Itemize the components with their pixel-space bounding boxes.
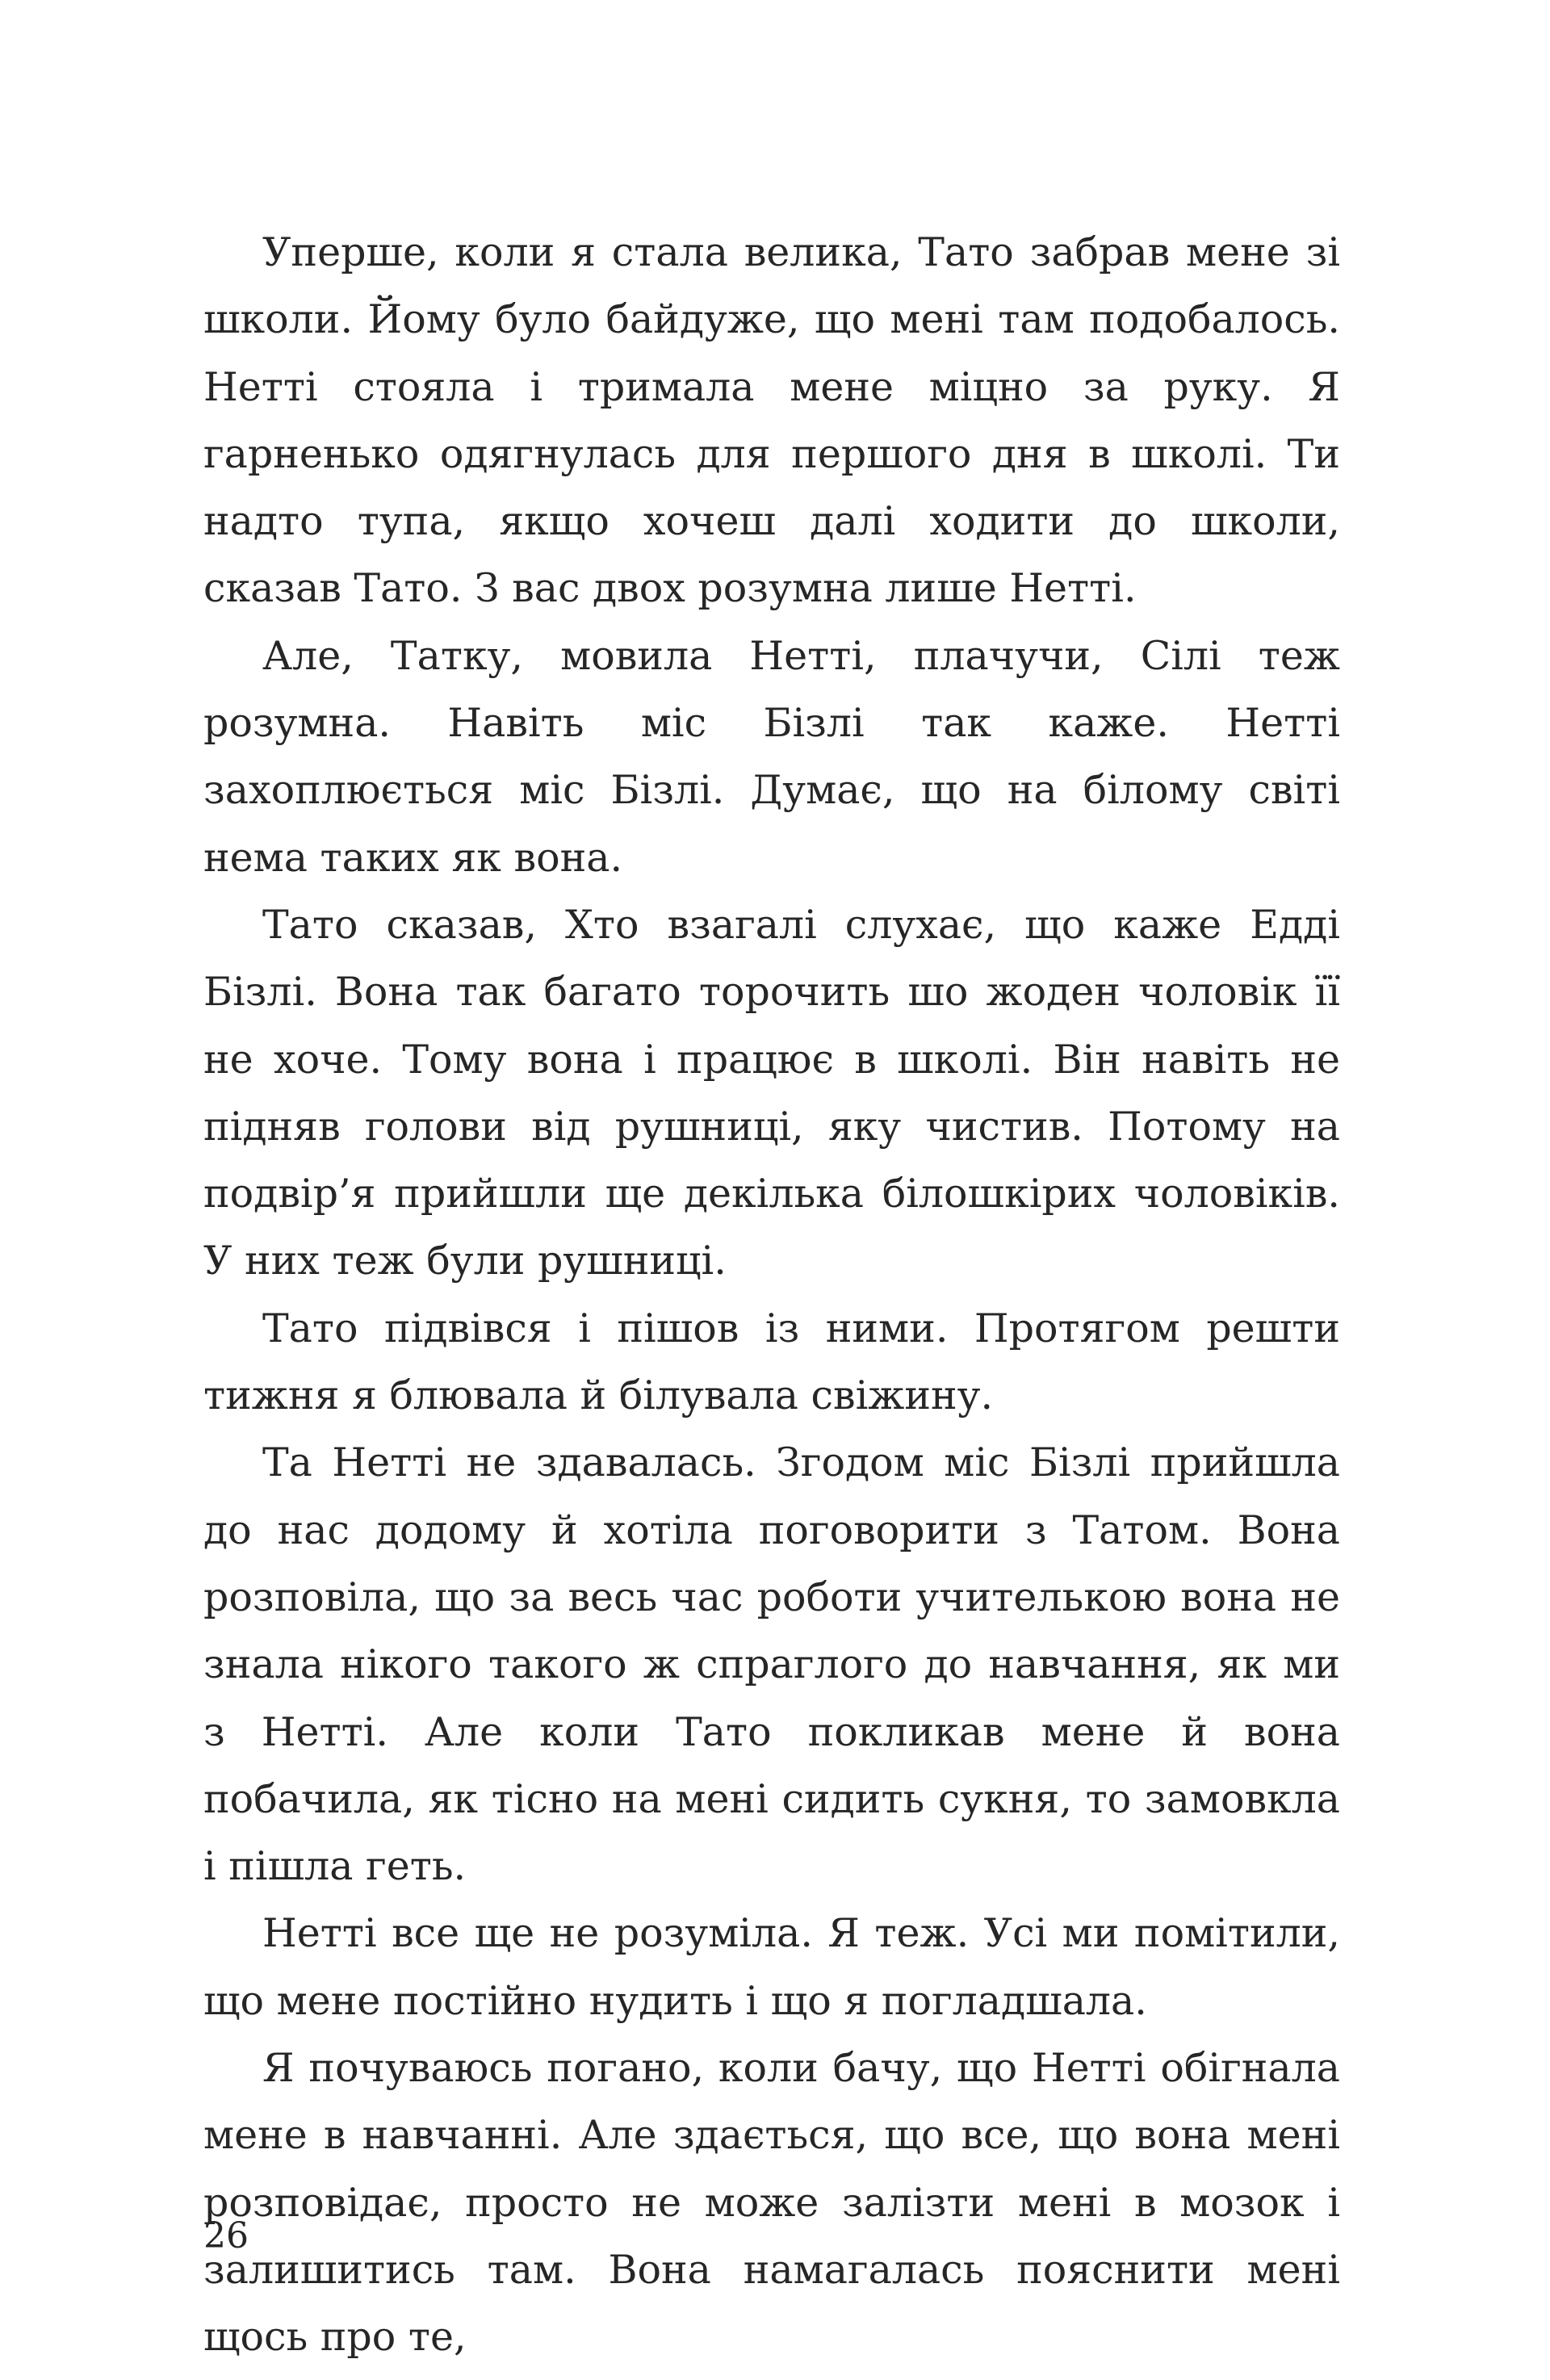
paragraph-7: Я почуваюсь погано, коли бачу, що Нетті обігнала мене в навчанні. Але здається, що все, що вона мені розповідає, просто не може залізти мені в мозок і залишитись там. Вона намагалась пояснити мені щось про те, xyxy=(203,2045,1340,2361)
body-text xyxy=(203,219,1340,2371)
paragraph-4: Тато підвівся і пішов із ними. Протягом решти тижня я блювала й білувала свіжину. xyxy=(203,1305,1340,1419)
paragraph-2: Але, Татку, мовила Нетті, плачучи, Сілі теж розумна. Навіть міс Бізлі так каже. Нетті захоплюється міс Бізлі. Думає, що на білому світі нема таких як вона. xyxy=(203,632,1340,881)
paragraph-3: Тато сказав, Хто взагалі слухає, що каже Едді Бізлі. Вона так багато торочить шо жоден чоловік її не хоче. Тому вона і працює в школі. Він навіть не підняв голови від рушниці, яку чистив. Потому на подвір’я прийшли ще декілька білошкірих чоловіків. У них теж були рушниці. xyxy=(203,901,1340,1284)
page-number: 26 xyxy=(203,2215,249,2256)
paragraph-5: Та Нетті не здавалась. Згодом міс Бізлі прийшла до нас додому й хотіла поговорити з Татом. Вона розповіла, що за весь час роботи учителькою вона не знала нікого такого ж спраглого до навчання, як ми з Нетті. Але коли Тато покликав мене й вона побачила, як тісно на мені сидить сукня, то замовкла і пішла геть. xyxy=(203,1439,1340,1890)
paragraph-1: Уперше, коли я стала велика, Тато забрав мене зі школи. Йому було байдуже, що мені там подобалось. Нетті стояла і тримала мене міцно за руку. Я гарненько одягнулась для першого дня в школі. Ти надто тупа, якщо хочеш далі ходити до школи, сказав Тато. З вас двох розумна лише Нетті. xyxy=(203,229,1340,612)
paragraph-6: Нетті все ще не розуміла. Я теж. Усі ми помітили, що мене постійно нудить і що я погладшала. xyxy=(203,1910,1340,2024)
